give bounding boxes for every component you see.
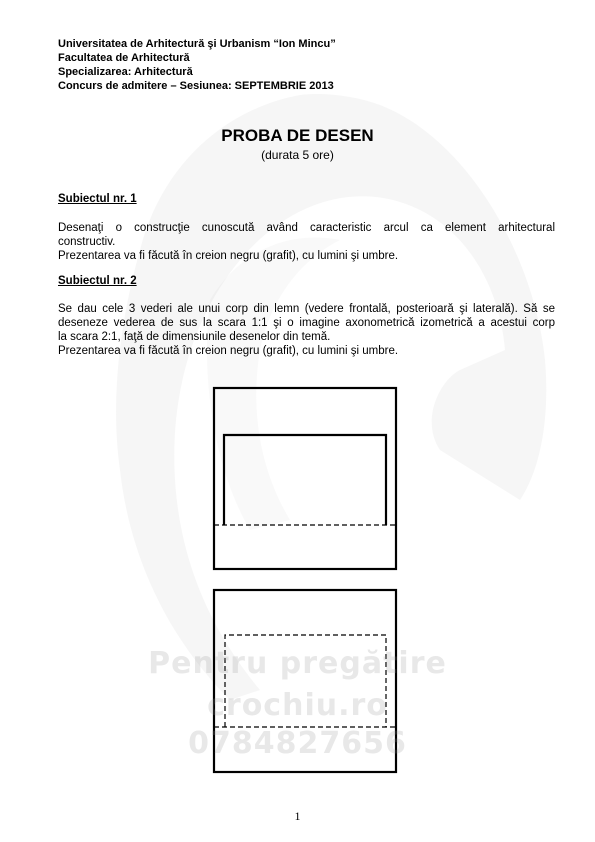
header-session: Concurs de admitere – Sesiunea: SEPTEMBRIE 2013 [58,80,334,92]
subject2-line3: la scara 2:1, faţă de dimensiunile desenelor din temă. [58,331,331,343]
subject2-heading: Subiectul nr. 2 [58,275,137,287]
subject2-line2: deseneze vederea de sus la scara 1:1 şi o imagine axonometrică izometrică a acestui corp [58,317,555,329]
header-faculty: Facultatea de Arhitectură [58,52,190,64]
subject1-line2: constructiv. [58,236,116,248]
page-title: PROBA DE DESEN [221,126,374,145]
front-view-inner-opening [224,435,386,525]
front-view-outer-frame [214,388,396,569]
front-view [214,388,396,569]
subject2-line4: Prezentarea va fi făcută în creion negru (grafit), cu lumini şi umbre. [58,345,399,357]
header-specialization: Specializarea: Arhitectură [58,66,193,78]
watermark-text-3: 0784827656 [188,726,407,761]
watermark-text-2: crochiu.ro [207,688,388,723]
page-subtitle: (durata 5 ore) [261,148,334,162]
page-number: 1 [294,809,301,823]
header-university: Universitatea de Arhitectură şi Urbanism “Ion Mincu” [58,38,336,50]
watermark-text-1: Pentru pregătire [148,646,447,681]
subject2-line1: Se dau cele 3 vederi ale unui corp din lemn (vedere frontală, posterioară şi laterală). Să se [58,303,555,315]
subject1-line3: Prezentarea va fi făcută în creion negru (grafit), cu lumini şi umbre. [58,250,399,262]
subject1-heading: Subiectul nr. 1 [58,193,137,205]
subject1-line1: Desenaţi o construcţie cunoscută având caracteristic arcul ca element arhitectural [58,222,555,234]
